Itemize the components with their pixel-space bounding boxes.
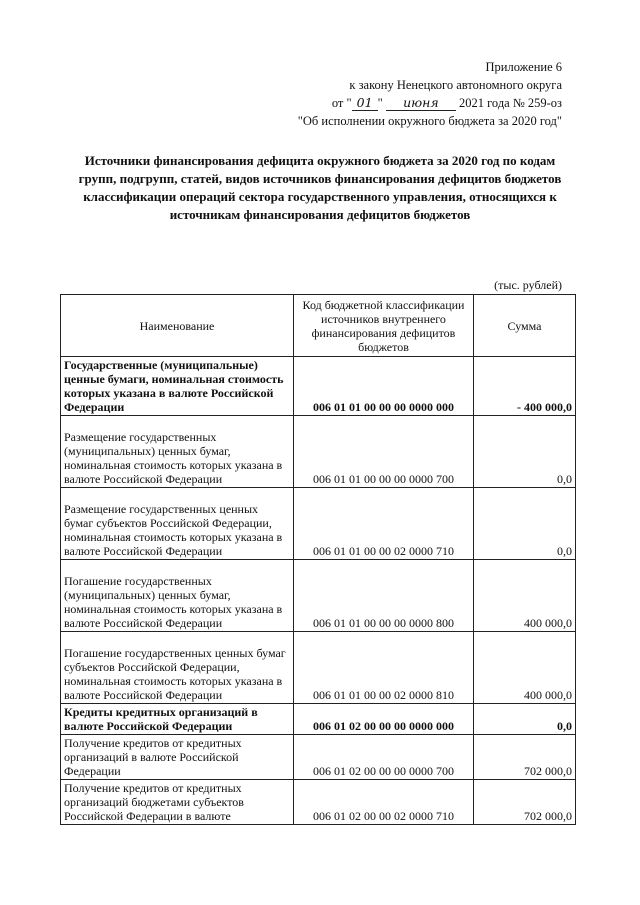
name-cell: Получение кредитов от кредитных организаций в валюте Российской Федерации — [61, 735, 294, 780]
code-cell: 006 01 01 00 00 00 0000 000 — [294, 357, 474, 416]
sum-cell: 0,0 — [474, 488, 576, 560]
header-code: Код бюджетной классификации источников внутреннего финансирования дефицитов бюджетов — [294, 295, 474, 357]
table-header-row — [61, 295, 576, 357]
code-cell: 006 01 01 00 00 00 0000 800 — [294, 560, 474, 632]
sum-cell: 702 000,0 — [474, 735, 576, 780]
sum-cell: 400 000,0 — [474, 560, 576, 632]
table-row — [61, 416, 576, 488]
code-cell: 006 01 01 00 00 02 0000 810 — [294, 632, 474, 704]
sources-table — [60, 294, 576, 825]
date-month: июня — [386, 96, 456, 111]
table-row — [61, 357, 576, 416]
name-cell: Погашение государственных ценных бумаг субъектов Российской Федерации, номинальная стоимость которых указана в валюте Российской Федерации — [61, 632, 294, 704]
date-sep: " — [377, 96, 383, 110]
name-cell: Государственные (муниципальные) ценные бумаги, номинальная стоимость которых указана в валюте Российской Федерации — [61, 357, 294, 416]
sum-cell: 702 000,0 — [474, 780, 576, 825]
table-row — [61, 780, 576, 825]
appendix-header — [242, 58, 562, 130]
appendix-number: Приложение 6 — [485, 60, 562, 74]
table-row — [61, 632, 576, 704]
header-name: Наименование — [61, 295, 294, 357]
sum-cell: 0,0 — [474, 416, 576, 488]
table-row — [61, 704, 576, 735]
sum-cell: 0,0 — [474, 704, 576, 735]
appendix-date — [242, 94, 562, 112]
name-cell: Погашение государственных (муниципальных) ценных бумаг, номинальная стоимость которых указана в валюте Российской Федерации — [61, 560, 294, 632]
name-cell: Размещение государственных (муниципальных) ценных бумаг, номинальная стоимость которых указана в валюте Российской Федерации — [61, 416, 294, 488]
header-sum: Сумма — [474, 295, 576, 357]
document-title: Источники финансирования дефицита окружного бюджета за 2020 год по кодам групп, подгрупп, статей, видов источников финансирования дефицитов бюджетов классификации операций сектора государственного управления, относящихся к источникам финансирования дефицитов бюджетов — [78, 153, 562, 222]
table-row — [61, 735, 576, 780]
units-label: (тыс. рублей) — [494, 278, 562, 292]
code-cell: 006 01 02 00 00 02 0000 710 — [294, 780, 474, 825]
table-row — [61, 488, 576, 560]
code-cell: 006 01 02 00 00 00 0000 000 — [294, 704, 474, 735]
appendix-law: к закону Ненецкого автономного округа — [349, 78, 562, 92]
date-prefix: от " — [331, 96, 352, 110]
date-day: 01 — [352, 96, 378, 111]
sum-cell: 400 000,0 — [474, 632, 576, 704]
name-cell: Размещение государственных ценных бумаг субъектов Российской Федерации, номинальная стоимость которых указана в валюте Российской Федерации — [61, 488, 294, 560]
code-cell: 006 01 02 00 00 00 0000 700 — [294, 735, 474, 780]
code-cell: 006 01 01 00 00 00 0000 700 — [294, 416, 474, 488]
name-cell: Получение кредитов от кредитных организаций бюджетами субъектов Российской Федерации в валюте — [61, 780, 294, 825]
date-suffix: 2021 года № 259-оз — [458, 96, 562, 110]
name-cell: Кредиты кредитных организаций в валюте Российской Федерации — [61, 704, 294, 735]
code-cell: 006 01 01 00 00 02 0000 710 — [294, 488, 474, 560]
sum-cell: - 400 000,0 — [474, 357, 576, 416]
appendix-subject: "Об исполнении окружного бюджета за 2020 год" — [297, 114, 562, 128]
table-row — [61, 560, 576, 632]
